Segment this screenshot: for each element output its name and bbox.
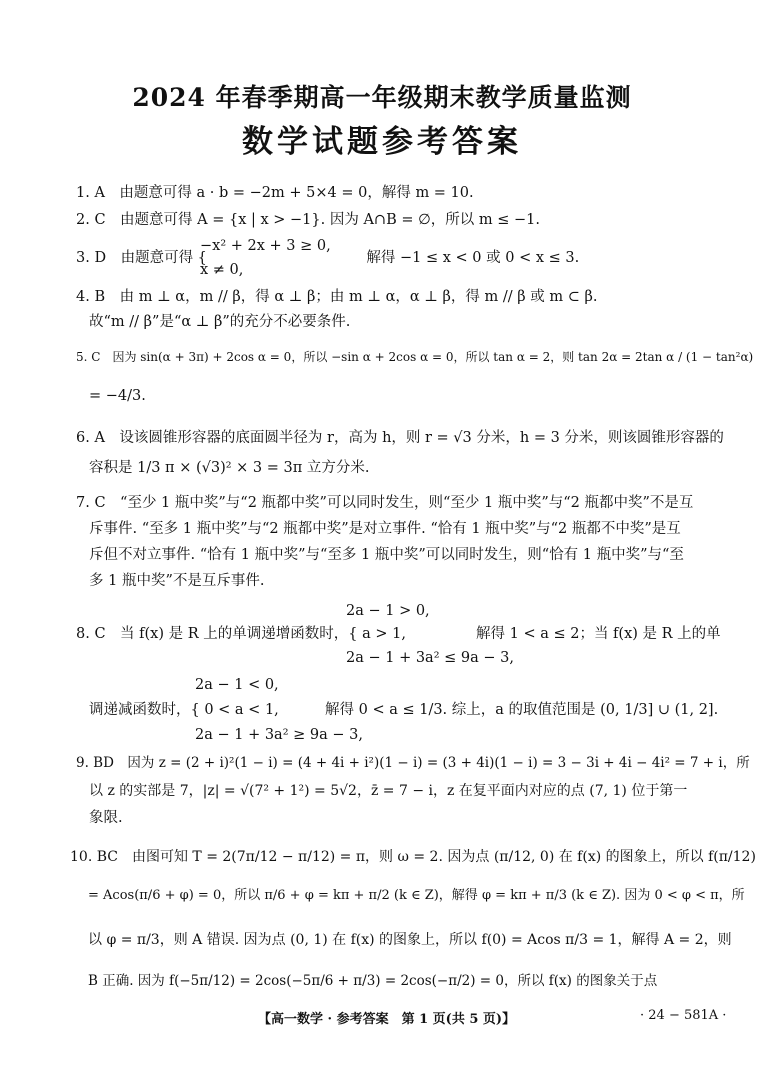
answer-9-line-2: 以 z 的实部是 7，|z| = √(7² + 1²) = 5√2，z̄ = 7 − i，z 在复平面内对应的点 (7, 1) 位于第一 (89, 783, 688, 799)
footer-code: · 24 − 581A · (640, 1008, 727, 1023)
answer-7-line-3: 斥但不对立事件. “恰有 1 瓶中奖”与“至多 1 瓶中奖”可以同时发生，则“恰有 1 瓶中奖”与“至 (89, 547, 684, 563)
answer-1: 1. A 由题意可得 a · b = −2m + 5×4 = 0，解得 m = 10. (76, 185, 474, 201)
answer-8-line-2-tail: 解得 0 < a ≤ 1/3. 综上，a 的取值范围是 (0, 1/3] ∪ (1, 2]. (325, 702, 719, 718)
answer-7-line-4: 多 1 瓶中奖”不是互斥事件. (89, 573, 265, 589)
answer-9-line-1: 9. BD 因为 z = (2 + i)²(1 − i) = (4 + 4i + i²)(1 − i) = (3 + 4i)(1 − i) = 3 − 3i + 4i − 4i² = 7 + i，所 (76, 755, 750, 771)
document-subtitle: 数学试题参考答案 (242, 124, 522, 160)
answer-4-line-1: 4. B 由 m ⊥ α，m // β，得 α ⊥ β；由 m ⊥ α，α ⊥ β，得 m // β 或 m ⊂ β. (76, 289, 598, 305)
answer-8-line-1: 8. C 当 f(x) 是 R 上的单调递增函数时，{ a > 1, (76, 626, 406, 642)
answer-3-system-line-2: x ≠ 0, (200, 262, 244, 278)
answer-7-line-2: 斥事件. “至多 1 瓶中奖”与“2 瓶都中奖”是对立事件. “恰有 1 瓶中奖”与“2 瓶都不中奖”是互 (89, 521, 681, 537)
answer-8-line-2: 调递减函数时，{ 0 < a < 1, (89, 702, 279, 718)
answer-6-line-1: 6. A 设该圆锥形容器的底面圆半径为 r，高为 h，则 r = √3 分米，h = 3 分米，则该圆锥形容器的 (76, 430, 724, 446)
answer-8b-system-line-1: 2a − 1 < 0, (195, 677, 279, 693)
answer-8-line-1-tail: 解得 1 < a ≤ 2；当 f(x) 是 R 上的单 (476, 626, 721, 642)
answer-5-line-1: 5. C 因为 sin(α + 3π) + 2cos α = 0，所以 −sin α + 2cos α = 0，所以 tan α = 2，则 tan 2α = 2tan α / (1 − tan²α) (76, 350, 754, 364)
answer-10-line-1: 10. BC 由图可知 T = 2(7π/12 − π/12) = π，则 ω = 2. 因为点 (π/12, 0) 在 f(x) 的图象上，所以 f(π/12) (70, 849, 756, 865)
answer-7-line-1: 7. C “至少 1 瓶中奖”与“2 瓶都中奖”可以同时发生，则“至少 1 瓶中奖”与“2 瓶都中奖”不是互 (76, 495, 694, 511)
answer-8b-system-line-3: 2a − 1 + 3a² ≥ 9a − 3, (195, 727, 363, 743)
answer-3-system-line-1: −x² + 2x + 3 ≥ 0, (200, 238, 331, 254)
answer-2: 2. C 由题意可得 A = {x | x > −1}. 因为 A∩B = ∅，所以 m ≤ −1. (76, 212, 540, 228)
answer-10-line-3: 以 φ = π/3，则 A 错误. 因为点 (0, 1) 在 f(x) 的图象上，所以 f(0) = Acos π/3 = 1，解得 A = 2，则 (88, 932, 732, 948)
answer-3: 3. D 由题意可得 { 解得 −1 ≤ x < 0 或 0 < x ≤ 3. (76, 250, 580, 266)
answer-5-line-2: = −4/3. (89, 388, 146, 404)
answer-9-line-3: 象限. (89, 810, 123, 826)
exam-title: 2024 年春季期高一年级期末教学质量监测 (132, 83, 632, 112)
answer-4-line-2: 故“m // β”是“α ⊥ β”的充分不必要条件. (89, 314, 351, 330)
answer-6-line-2: 容积是 1/3 π × (√3)² × 3 = 3π 立方分米. (89, 460, 370, 476)
footer-page-info: 【高一数学 · 参考答案 第 1 页(共 5 页)】 (258, 1012, 516, 1027)
answer-10-line-2: = Acos(π/6 + φ) = 0，所以 π/6 + φ = kπ + π/2 (k ∈ Z)，解得 φ = kπ + π/3 (k ∈ Z). 因为 0 < φ < π，所 (88, 888, 745, 903)
answer-10-line-4: B 正确. 因为 f(−5π/12) = 2cos(−5π/6 + π/3) = 2cos(−π/2) = 0，所以 f(x) 的图象关于点 (88, 973, 658, 989)
answer-8-system-line-1: 2a − 1 > 0, (346, 603, 430, 619)
answer-8-system-line-3: 2a − 1 + 3a² ≤ 9a − 3, (346, 650, 514, 666)
